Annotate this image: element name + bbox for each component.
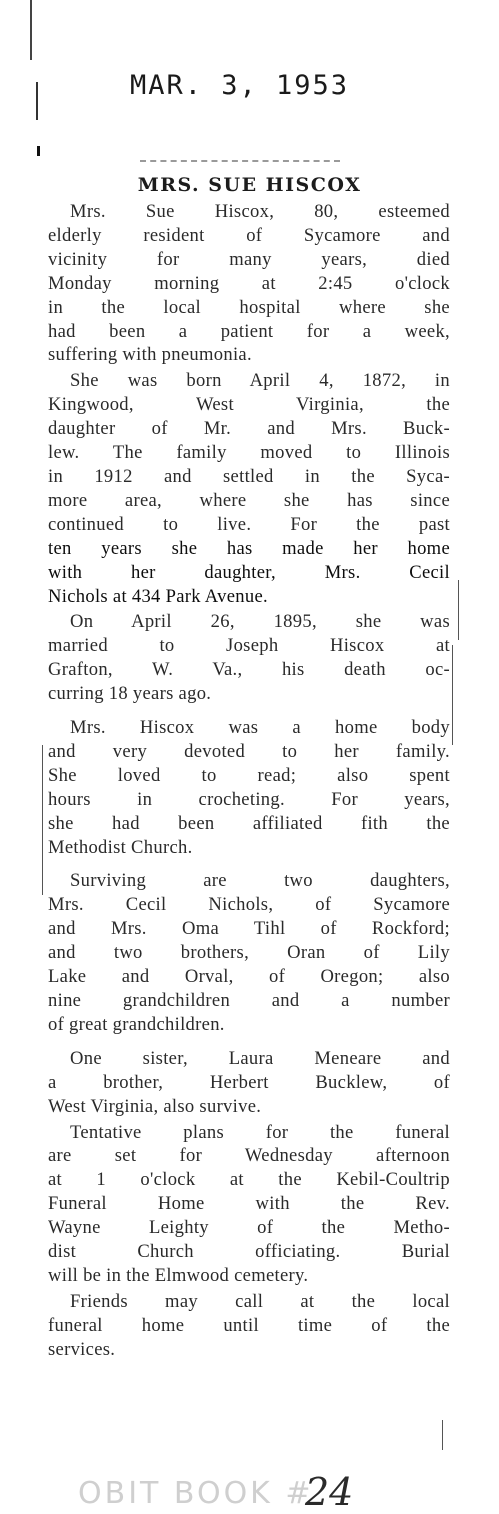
handwritten-book-number: 24: [305, 1470, 354, 1514]
text-line: curring 18 years ago.: [48, 683, 212, 705]
paragraph-5: [48, 869, 450, 1036]
scan-edge-mark: [36, 82, 38, 120]
text-line: Mrs. Cecil Nichols, of Sycamore: [48, 894, 450, 916]
text-line: nine grandchildren and a number: [48, 990, 450, 1011]
text-line: and two brothers, Oran of Lily: [48, 942, 450, 964]
clipping-border: [458, 580, 459, 640]
text-line: elderly resident of Sycamore and: [48, 224, 450, 246]
text-line: Funeral Home with the Rev.: [48, 1193, 450, 1215]
paragraph-2: [48, 369, 450, 608]
text-line: lew. The family moved to Illinois: [48, 442, 450, 464]
text-line: services.: [48, 1338, 116, 1360]
text-line: dist Church officiating. Burial: [48, 1241, 450, 1263]
text-line: Tentative plans for the funeral: [70, 1121, 450, 1143]
text-line: in 1912 and settled in the Syca-: [48, 465, 450, 487]
paragraph-7: [48, 1121, 450, 1288]
text-line: Nichols at 434 Park Avenue.: [48, 585, 268, 607]
clipping-border: [42, 745, 43, 895]
obituary-headline: MRS. SUE HISCOX: [137, 174, 362, 196]
text-line: Grafton, W. Va., his death oc-: [48, 659, 450, 681]
text-line: Methodist Church.: [48, 836, 193, 858]
paragraph-3: [48, 610, 450, 706]
text-line: with her daughter, Mrs. Cecil: [48, 561, 450, 583]
text-line: suffering with pneumonia.: [48, 344, 252, 366]
text-line: had been a patient for a week,: [48, 320, 450, 342]
text-line: Surviving are two daughters,: [70, 870, 450, 892]
text-line: Mrs. Sue Hiscox, 80, esteemed: [70, 201, 450, 222]
paragraph-6: [48, 1047, 450, 1119]
text-line: are set for Wednesday afternoon: [48, 1145, 450, 1167]
text-line: in the local hospital where she: [48, 296, 450, 318]
text-line: ten years she has made her home: [48, 537, 450, 559]
text-line: of great grandchildren.: [48, 1013, 225, 1035]
obit-book-stamp: OBIT BOOK #: [78, 1476, 314, 1511]
text-line: Mrs. Hiscox was a home body: [70, 717, 450, 739]
text-line: and Mrs. Oma Tihl of Rockford;: [48, 918, 450, 940]
text-line: West Virginia, also survive.: [48, 1095, 262, 1117]
text-line: and very devoted to her family.: [48, 740, 450, 762]
text-line: hours in crocheting. For years,: [48, 788, 450, 810]
text-line: a brother, Herbert Bucklew, of: [48, 1071, 450, 1093]
text-line: she had been affiliated fith the: [48, 812, 450, 834]
title-divider: [140, 160, 340, 162]
text-line: She loved to read; also spent: [48, 764, 450, 786]
text-line: Lake and Orval, of Oregon; also: [48, 966, 450, 988]
obituary-body: [48, 200, 450, 1362]
text-line: at 1 o'clock at the Kebil-Coultrip: [48, 1169, 450, 1191]
date-stamp: MAR. 3, 1953: [130, 70, 350, 101]
text-line: On April 26, 1895, she was: [70, 611, 450, 633]
clipping-border: [442, 1420, 443, 1450]
clipping-border: [452, 645, 453, 745]
text-line: Kingwood, West Virginia, the: [48, 394, 450, 416]
paragraph-4: [48, 716, 450, 859]
text-line: funeral home until time of the: [48, 1314, 450, 1336]
text-line: She was born April 4, 1872, in: [70, 370, 450, 392]
text-line: married to Joseph Hiscox at: [48, 635, 450, 657]
scan-edge-mark: [37, 146, 40, 156]
text-line: vicinity for many years, died: [48, 248, 450, 270]
text-line: more area, where she has since: [48, 489, 450, 511]
text-line: daughter of Mr. and Mrs. Buck-: [48, 418, 450, 440]
paragraph-1: [48, 200, 450, 367]
text-line: One sister, Laura Meneare and: [70, 1047, 450, 1069]
text-line: Friends may call at the local: [70, 1290, 450, 1312]
text-line: will be in the Elmwood cemetery.: [48, 1264, 309, 1286]
paragraph-8: [48, 1290, 450, 1362]
text-line: continued to live. For the past: [48, 513, 450, 535]
text-line: Wayne Leighty of the Metho-: [48, 1217, 450, 1239]
text-line: Monday morning at 2:45 o'clock: [48, 272, 450, 294]
scan-edge-mark: [30, 0, 32, 60]
